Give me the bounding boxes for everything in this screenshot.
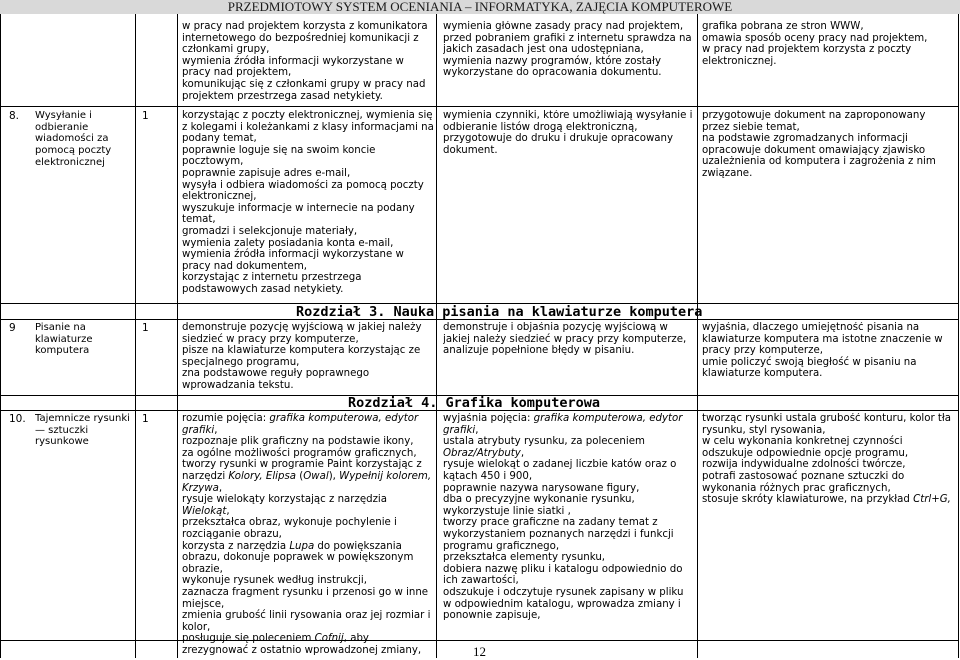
page-header: PRZEDMIOTOWY SYSTEM OCENIANIA – INFORMATYKA, ZAJĘCIA KOMPUTEROWE bbox=[0, 0, 960, 14]
chapter-3-heading: Rozdział 3. Nauka pisania na klawiaturze komputera bbox=[296, 304, 703, 320]
row-top-basic: w pracy nad projektem korzysta z komunikatora internetowego do bezpośredniej komunikacji z członkami grupy, wymienia źródła informacji wykorzystane w pracy nad projektem, komunikując się z członkami grupy w pracy nad projektem przestrzega zasad netykiety. bbox=[182, 21, 428, 102]
row8-basic: korzystając z poczty elektronicznej, wymienia się z kolegami i koleżankami z klasy informacjami na podany temat, poprawnie loguje się na swoim koncie pocztowym, poprawnie zapisuje adres e-mail, wysyła i odbiera wiadomości za pomocą poczty elektronicznej, wyszukuje informacje w internecie na podany temat, gromadzi i selekcjonuje materiały, wymienia zalety posiadania konta e-mail, wymienia źródła informacji wykorzystane w pracy nad dokumentem, korzystając z internetu przestrzega podstawowych zasad netykiety. bbox=[182, 110, 434, 295]
row9-number: 9 bbox=[9, 322, 16, 334]
column-divider bbox=[436, 14, 437, 658]
row8-topic: Wysyłanie i odbieranie wiadomości za pomocą poczty elektronicznej bbox=[35, 110, 112, 168]
row-top-advanced: grafika pobrana ze stron WWW, omawia sposób oceny pracy nad projektem, w pracy nad projektem korzysta z poczty elektronicznej. bbox=[702, 21, 928, 67]
row10-number: 10. bbox=[9, 413, 26, 425]
row8-extended: wymienia czynniki, które umożliwiają wysyłanie i odbieranie listów drogą elektroniczną, przygotowuje do druku i drukuje opracowany dokument. bbox=[443, 110, 693, 156]
row8-number: 8. bbox=[9, 110, 20, 122]
page-number: 12 bbox=[473, 644, 486, 659]
row8-advanced: przygotowuje dokument na zaproponowany przez siebie temat, na podstawie zgromadzanych informacji opracowuje dokument omawiający zjawisko uzależnienia od komputera i zagrożenia z nim związane. bbox=[702, 110, 936, 179]
row9-extended: demonstruje i objaśnia pozycję wyjściową w jakiej należy siedzieć w pracy przy komputerze, analizuje popełnione błędy w pisaniu. bbox=[443, 322, 687, 357]
row-top-extended: wymienia główne zasady pracy nad projektem, przed pobraniem grafiki z internetu sprawdza na jakich zasadach jest ona udostępniana, wymienia nazwy programów, które zostały wykorzystane do opracowania dokumentu. bbox=[443, 21, 692, 79]
column-divider bbox=[135, 14, 136, 658]
row9-topic: Pisanie na klawiaturze komputera bbox=[35, 322, 93, 357]
row9-advanced: wyjaśnia, dlaczego umiejętność pisania na klawiaturze komputera ma istotne znaczenie w pracy przy komputerze, umie policzyć swoją biegłość w pisaniu na klawiaturze komputera. bbox=[702, 322, 943, 380]
row9-basic: demonstruje pozycję wyjściową w jakiej należy siedzieć w pracy przy komputerze, pisze na klawiaturze komputera korzystając ze specjalnego programu, zna podstawowe reguły poprawnego wprowadzania tekstu. bbox=[182, 322, 422, 391]
row8-hours: 1 bbox=[142, 110, 149, 122]
row10-basic: rozumie pojęcia: grafika komputerowa, edytor grafiki, rozpoznaje plik graficzny na podstawie ikony, za ogólne możliwości programów graficznych, tworzy rysunki w programie Paint korzystając z narzędzi Kolory, Elipsa (Owal), Wypełnij kolorem, Krzywa, rysuje wielokąty korzystając z narzędzia Wielokąt, przekształca obraz, wykonuje pochylenie i rozciąganie obrazu, korzysta z narzędzia Lupa do powiększania obrazu, dokonuje poprawek w powiększonym obrazie, wykonuje rysunek według instrukcji, zaznacza fragment rysunku i przenosi go w inne miejsce, zmienia grubość linii rysowania oraz jej rozmiar i kolor, posługuje się poleceniem Cofnij, aby zrezygnować z ostatnio wprowadzonej zmiany, bbox=[182, 413, 432, 656]
chapter-4-heading: Rozdział 4. Grafika komputerowa bbox=[348, 395, 600, 411]
row10-hours: 1 bbox=[142, 413, 149, 425]
row10-extended: wyjaśnia pojęcia: grafika komputerowa, edytor grafiki, ustala atrybuty rysunku, za poleceniem Obraz/Atrybuty, rysuje wielokąt o zadanej liczbie katów oraz o kątach 450 i 900, poprawnie nazywa narysowane figury, dba o precyzyjne wykonanie rysunku, wykorzystuje linie siatki , tworzy prace graficzne na zadany temat z wykorzystaniem poznanych narzędzi i funkcji programu graficznego, przekształca elementy rysunku, dobiera nazwę pliku i katalogu odpowiednio do ich zawartości, odszukuje i odczytuje rysunek zapisany w pliku w odpowiednim katalogu, wprowadza zmiany i ponownie zapisuje, bbox=[443, 413, 684, 622]
row9-hours: 1 bbox=[142, 322, 149, 334]
table-border bbox=[958, 14, 959, 658]
column-divider bbox=[177, 14, 178, 658]
row10-advanced: tworząc rysunki ustala grubość konturu, kolor tła rysunku, styl rysowania, w celu wykonania konkretnej czynności odszukuje odpowiednie opcje programu, rozwija indywidualne zdolności twórcze, potrafi zastosować poznane sztuczki do wykonania różnych prac graficznych, stosuje skróty klawiaturowe, na przykład Ctrl+G, bbox=[702, 413, 952, 506]
row-divider bbox=[0, 640, 959, 641]
table-border bbox=[0, 14, 1, 658]
row10-topic: Tajemnicze rysunki — sztuczki rysunkowe bbox=[35, 413, 130, 448]
column-divider bbox=[697, 14, 698, 658]
row-divider bbox=[0, 106, 959, 107]
